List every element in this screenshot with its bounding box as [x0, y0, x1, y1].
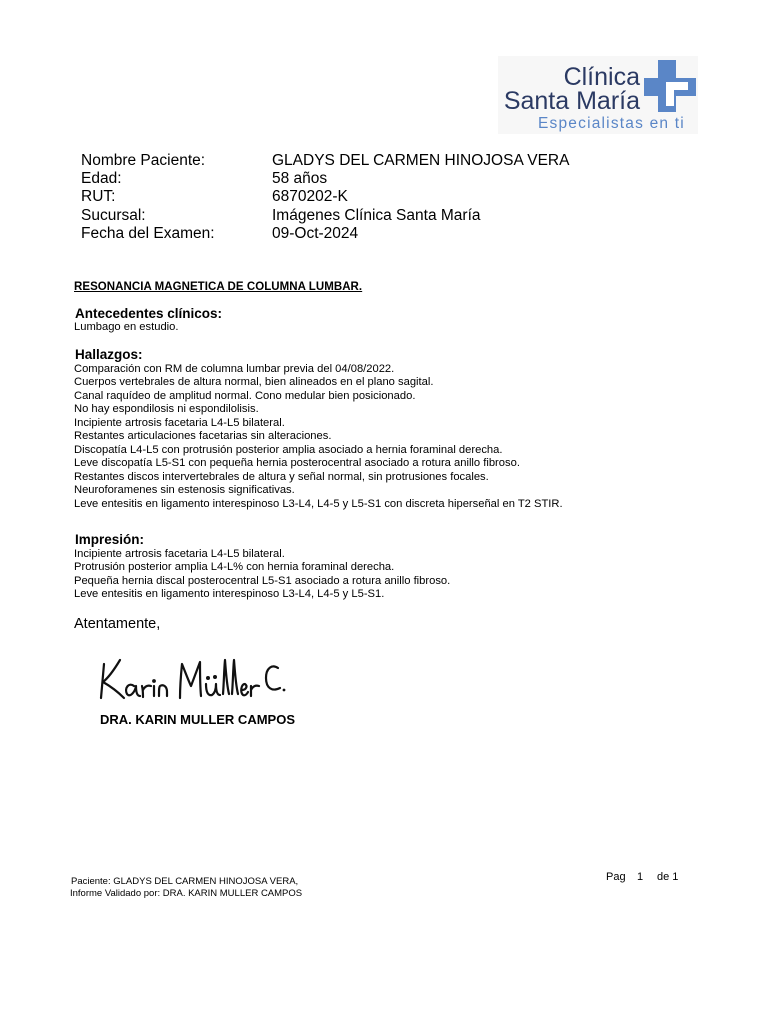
hallazgos-line: No hay espondilosis ni espondilolisis.: [74, 403, 259, 416]
page-current: 1: [637, 871, 644, 883]
doctor-name: DRA. KARIN MULLER CAMPOS: [100, 712, 295, 727]
label-fecha: Fecha del Examen:: [81, 225, 215, 242]
hallazgos-line: Discopatía L4-L5 con protrusión posterior amplia asociado a hernia foraminal derecha.: [74, 443, 503, 456]
hallazgos-heading: Hallazgos:: [75, 347, 143, 362]
hallazgos-line: Neuroforamenes sin estenosis significativas.: [74, 484, 295, 497]
value-rut: 6870202-K: [272, 188, 348, 205]
page-label: Pag: [606, 871, 626, 883]
clinic-logo: [498, 56, 698, 134]
label-nombre: Nombre Paciente:: [81, 152, 206, 169]
page-total: de 1: [657, 871, 679, 883]
impresion-list: [74, 548, 450, 602]
label-rut: RUT:: [81, 188, 116, 205]
closing-text: Atentamente,: [74, 616, 161, 632]
antecedentes-heading: Antecedentes clínicos:: [75, 306, 223, 321]
hallazgos-line: Cuerpos vertebrales de altura normal, bien alineados en el plano sagital.: [74, 376, 434, 389]
value-nombre: GLADYS DEL CARMEN HINOJOSA VERA: [272, 152, 570, 169]
impresion-heading: Impresión:: [75, 532, 145, 547]
hallazgos-line: Canal raquídeo de amplitud normal. Cono medular bien posicionado.: [74, 389, 416, 402]
report-title: RESONANCIA MAGNETICA DE COLUMNA LUMBAR.: [74, 281, 363, 293]
impresion-line: Protrusión posterior amplia L4-L% con hernia foraminal derecha.: [74, 561, 395, 574]
value-edad: 58 años: [272, 170, 328, 187]
hallazgos-line: Leve discopatía L5-S1 con pequeña hernia posterocentral asociado a rotura anillo fibroso.: [74, 457, 520, 470]
hallazgos-line: Comparación con RM de columna lumbar previa del 04/08/2022.: [74, 363, 395, 375]
label-edad: Edad:: [81, 170, 122, 187]
hallazgos-list: [74, 363, 563, 511]
logo-tagline: Especialistas en ti: [538, 115, 685, 132]
footer-validated: Informe Validado por: DRA. KARIN MULLER CAMPOS: [70, 888, 303, 899]
impresion-line: Incipiente artrosis facetaria L4-L5 bilateral.: [74, 548, 285, 560]
impresion-line: Pequeña hernia discal posterocentral L5-S1 asociado a rotura anillo fibroso.: [74, 574, 451, 587]
cross-icon: [644, 60, 696, 112]
value-sucursal: Imágenes Clínica Santa María: [272, 207, 481, 224]
impresion-line: Leve entesitis en ligamento interespinoso L3-L4, L4-5 y L5-S1.: [74, 588, 385, 601]
signature-image: [96, 652, 286, 708]
label-sucursal: Sucursal:: [81, 207, 146, 224]
antecedentes-line: Lumbago en estudio.: [74, 321, 179, 333]
value-fecha: 09-Oct-2024: [272, 225, 359, 242]
hallazgos-line: Incipiente artrosis facetaria L4-L5 bilateral.: [74, 416, 285, 429]
logo-line2: Santa María: [503, 87, 640, 115]
logo-line1: Clínica: [563, 63, 640, 91]
hallazgos-line: Leve entesitis en ligamento interespinoso L3-L4, L4-5 y L5-S1 con discreta hiperseñal en T2 STIR.: [74, 497, 563, 510]
hallazgos-line: Restantes discos intervertebrales de altura y señal normal, sin protrusiones focales.: [74, 470, 489, 483]
hallazgos-line: Restantes articulaciones facetarias sin alteraciones.: [74, 430, 332, 443]
footer-patient: Paciente: GLADYS DEL CARMEN HINOJOSA VERA,: [71, 876, 299, 887]
